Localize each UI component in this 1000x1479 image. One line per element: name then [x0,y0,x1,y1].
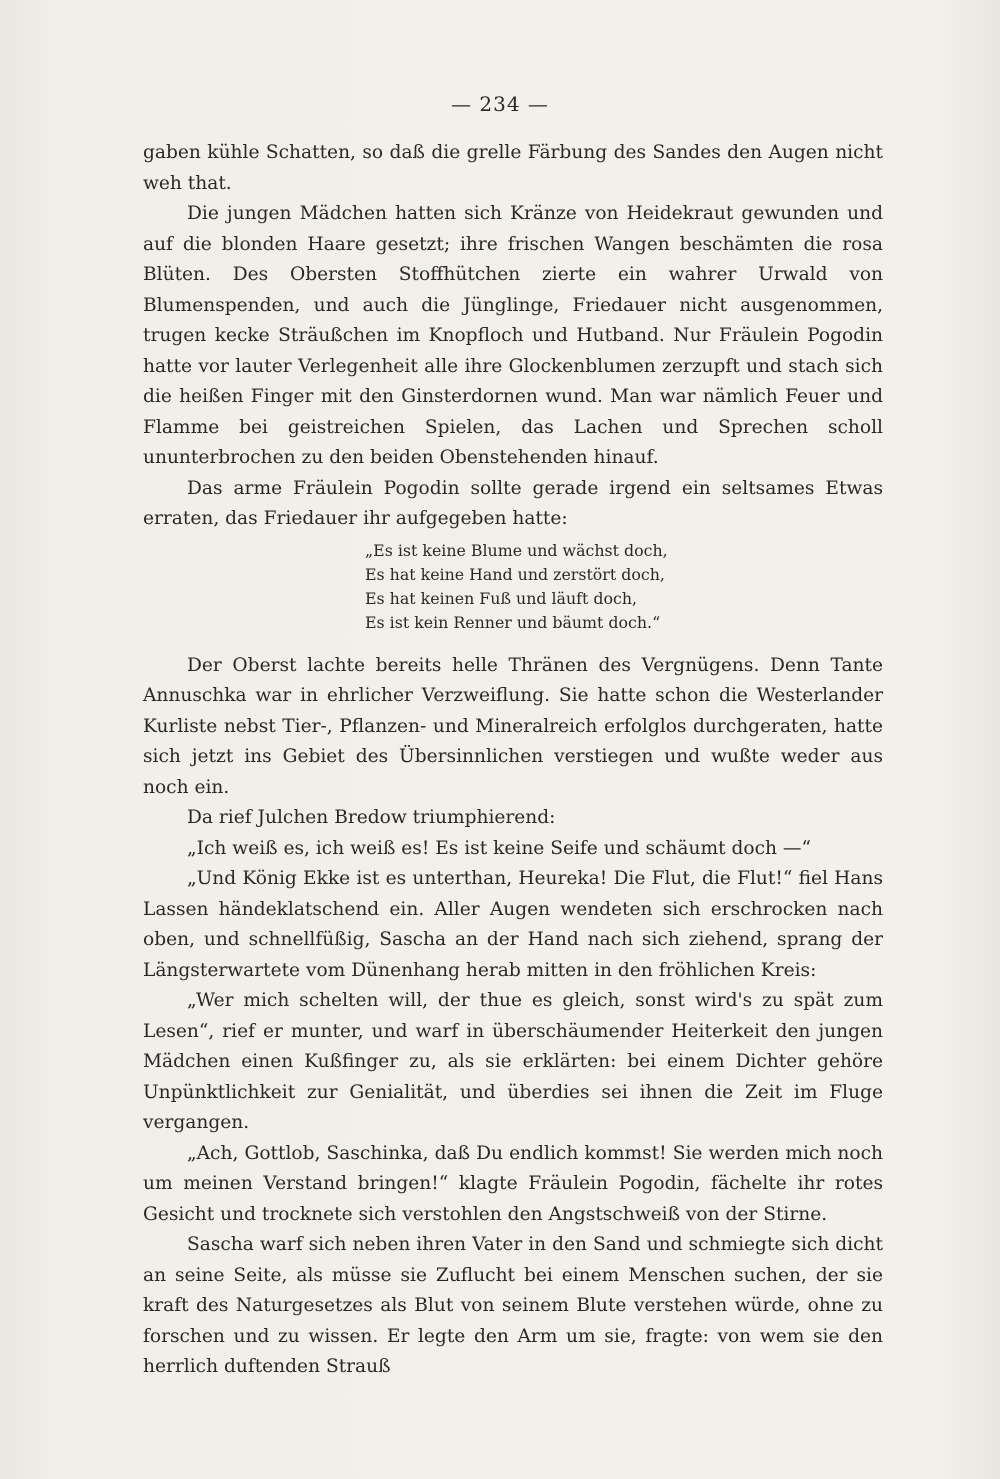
verse-line: „Es ist keine Blume und wächst doch, [365,540,668,560]
verse-line: Es ist kein Renner und bäumt doch.“ [365,612,661,632]
paragraph: Das arme Fräulein Pogodin sollte gerade irgend ein seltsames Etwas erraten, das Friedauer ihr aufgegeben hatte: [143,477,883,529]
paragraph-continuation: gaben kühle Schatten, so daß die grelle Färbung des Sandes den Augen nicht weh that. [143,142,883,194]
paragraph: Der Oberst lachte bereits helle Thränen des Vergnügens. Denn Tante Annuschka war in ehrlicher Verzweiflung. Sie hatte schon die Westerlander Kurliste nebst Tier-, Pflanzen- und Mineralreich erfolglos durchgeraten, hatte sich jetzt ins Gebiet des Übersinnlichen verstiegen und wußte weder aus noch ein. [143,654,883,798]
riddle-verse [365,539,883,635]
paragraph: Sascha warf sich neben ihren Vater in den Sand und schmiegte sich dicht an seine Seite, als müsse sie Zuflucht bei einem Menschen suchen, der sie kraft des Naturgesetzes als Blut von seinem Blute verstehen würde, ohne zu forschen und zu wissen. Er legte den Arm um sie, fragte: von wem sie den herrlich duftenden Strauß [143,1234,883,1377]
paragraph: „Ach, Gottlob, Saschinka, daß Du endlich kommst! Sie werden mich noch um meinen Verstand bringen!“ klagte Fräulein Pogodin, fächelte ihr rotes Gesicht und trocknete sich verstohlen den Angstschweiß von der Stirne. [143,1142,883,1225]
paragraph: „Und König Ekke ist es unterthan, Heureka! Die Flut, die Flut!“ fiel Hans Lassen händeklatschend ein. Aller Augen wendeten sich erschrocken nach oben, und schnellfüßig, Sascha an der Hand nach sich ziehend, sprang der Längsterwartete vom Dünenhang herab mitten in den fröhlichen Kreis: [143,868,883,981]
paragraph: Die jungen Mädchen hatten sich Kränze von Heidekraut gewunden und auf die blonden Haare gesetzt; ihre frischen Wangen beschämten die rosa Blüten. Des Obersten Stoffhütchen zierte ein wahrer Urwald von Blumenspenden, und auch die Jünglinge, Friedauer nicht ausgenommen, trugen kecke Sträußchen im Knopfloch und Hutband. Nur Fräulein Pogodin hatte vor lauter Verlegenheit alle ihre Glockenblumen zerzupft und stach sich die heißen Finger mit den Ginsterdornen wund. Man war nämlich Feuer und Flamme bei geistreichen Spielen, das Lachen und Sprechen scholl ununterbrochen zu den beiden Obenstehenden hinauf. [143,203,883,468]
page-number: — 234 — [451,92,549,116]
paragraph: „Wer mich schelten will, der thue es gleich, sonst wird's zu spät zum Lesen“, rief er munter, und warf in überschäumender Heiterkeit den jungen Mädchen einen Kußfinger zu, als sie erklärten: bei einem Dichter gehöre Unpünktlichkeit zur Genialität, und überdies sei ihnen die Zeit im Fluge vergangen. [143,990,883,1133]
paragraph: Da rief Julchen Bredow triumphierend: [187,807,556,828]
verse-line: Es hat keinen Fuß und läuft doch, [365,588,638,608]
page-body [143,138,883,1383]
verse-line: Es hat keine Hand und zerstört doch, [365,564,665,584]
paragraph: „Ich weiß es, ich weiß es! Es ist keine Seife und schäumt doch —“ [187,837,811,859]
